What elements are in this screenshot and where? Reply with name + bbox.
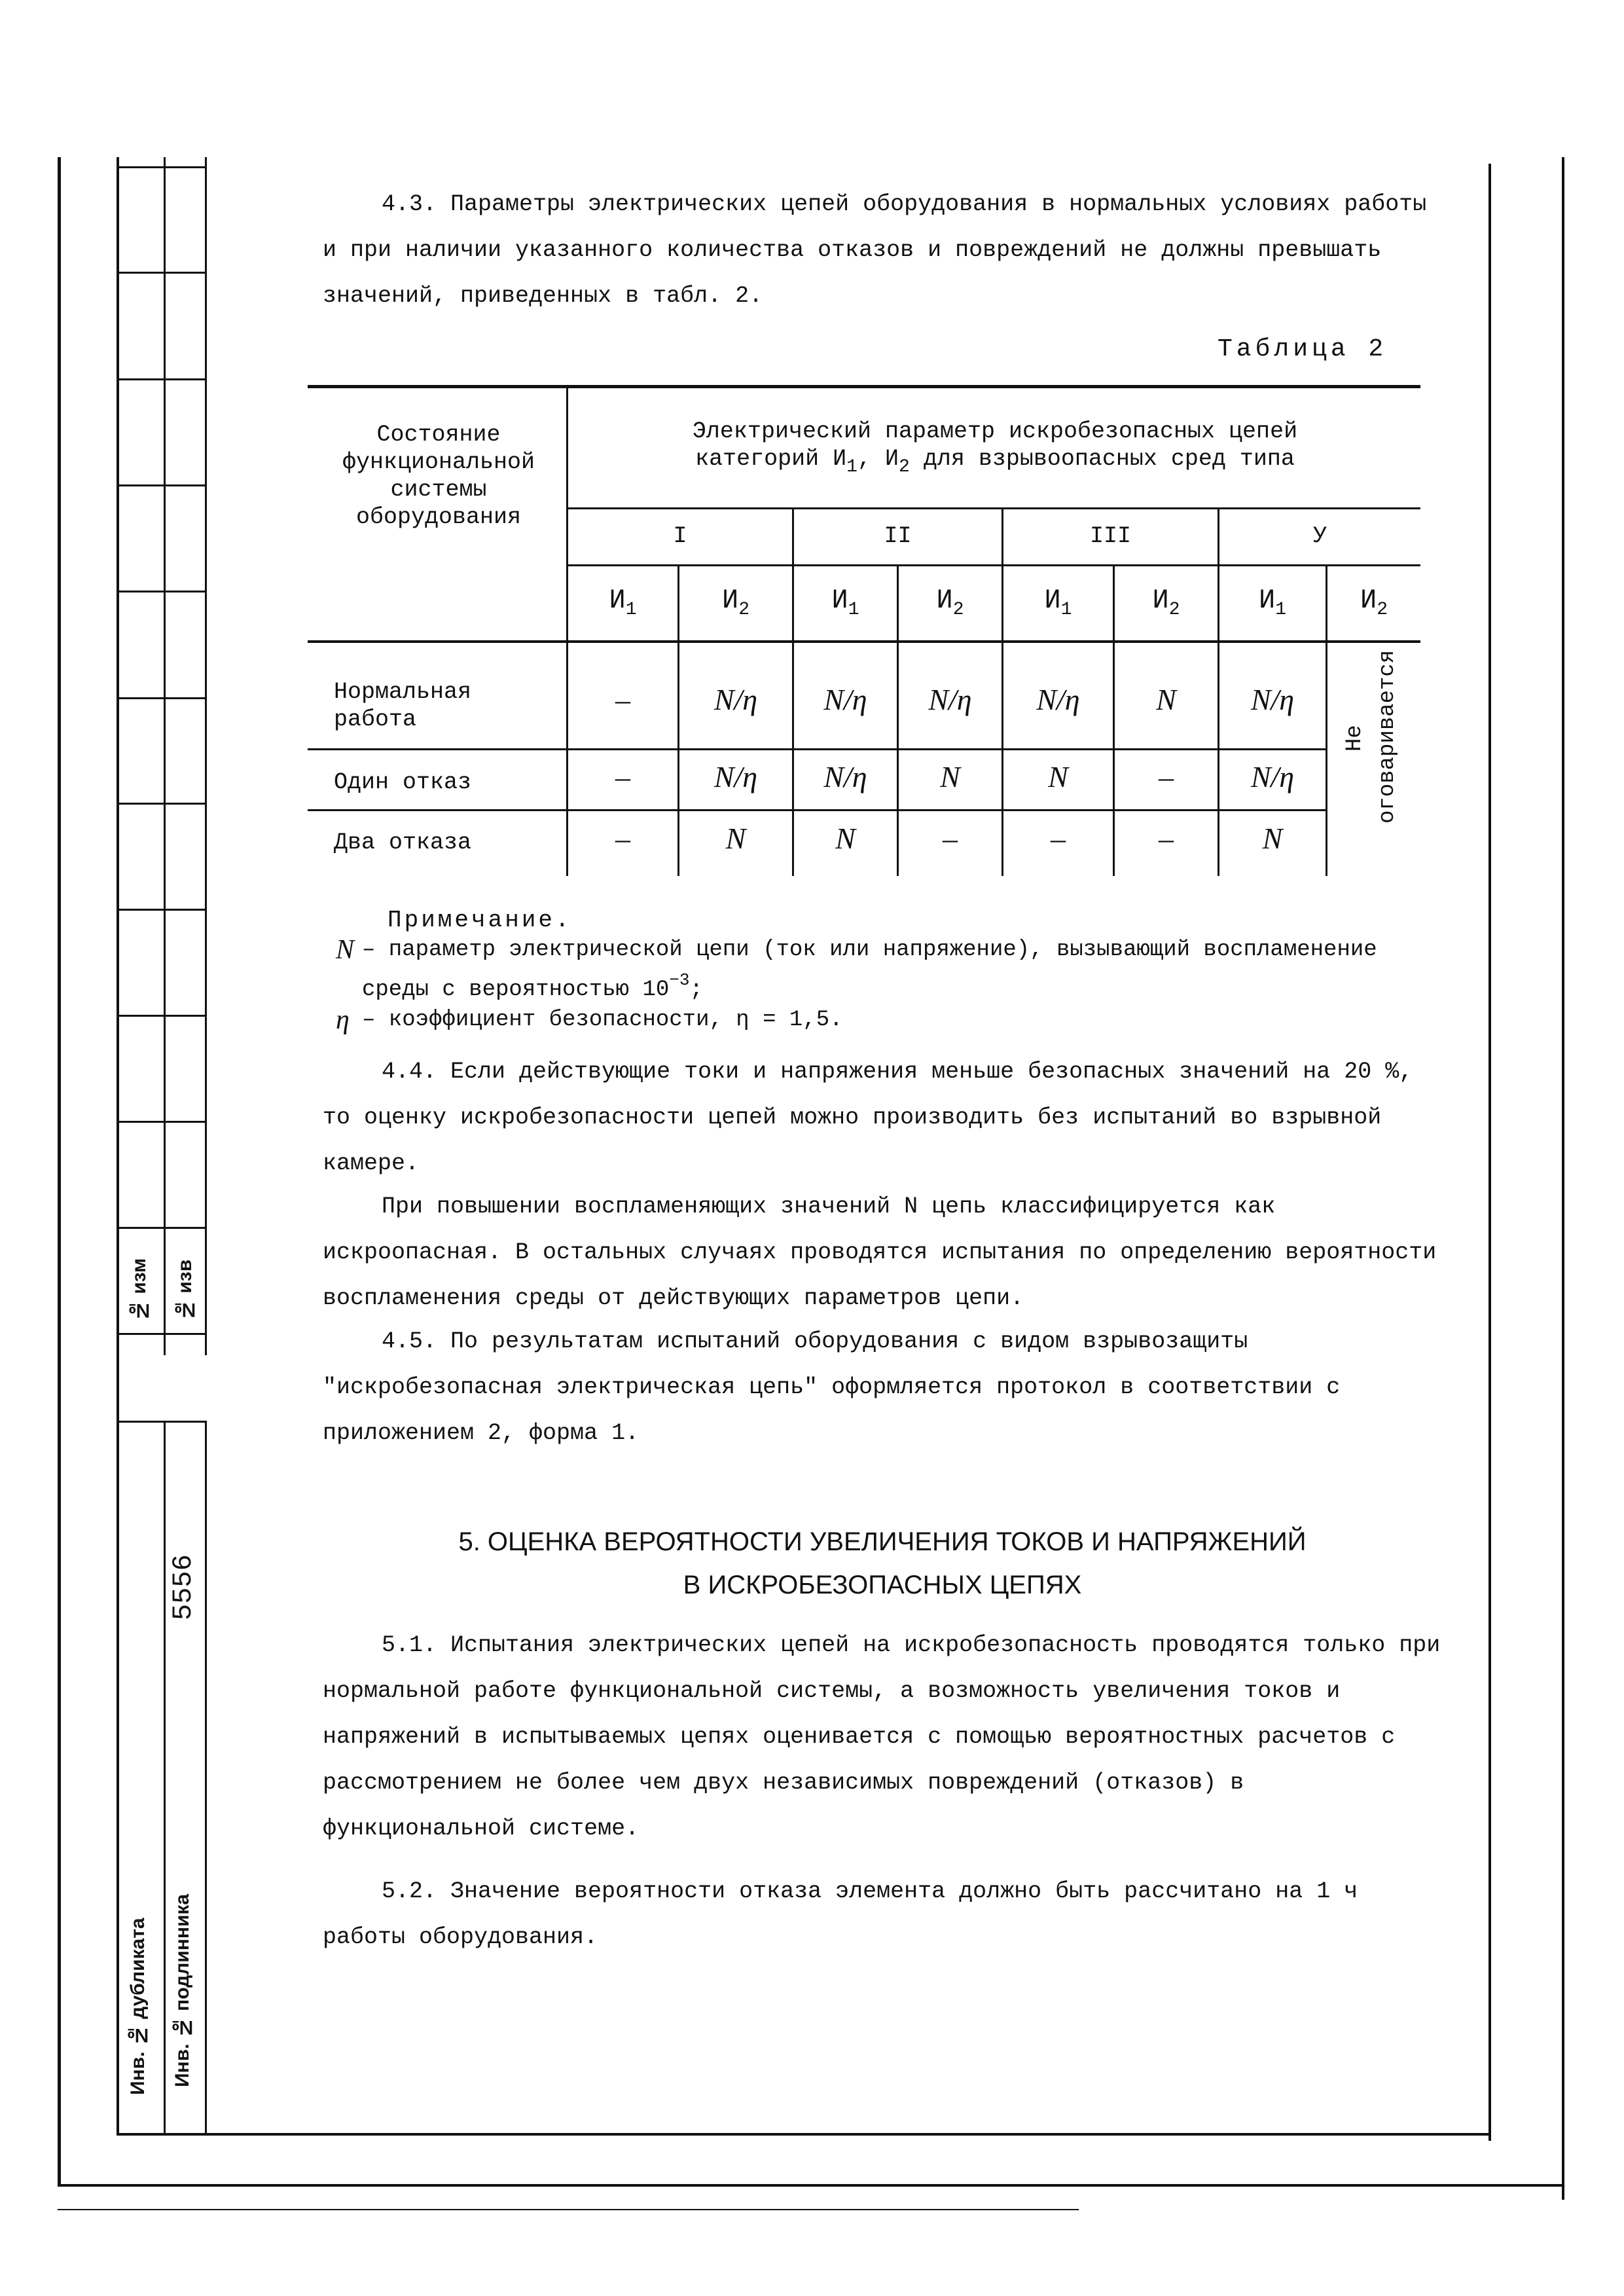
margin-rule — [117, 272, 207, 274]
frame-col-2 — [164, 157, 166, 1355]
note-eta-text: – коэффициент безопасности, η = 1,5. — [362, 1008, 843, 1032]
table-cell: N — [1048, 760, 1068, 793]
table-row-rule — [308, 748, 1326, 750]
sub: 1 — [848, 600, 859, 620]
section-5-2 — [323, 1868, 1442, 1960]
frame-left-inner — [117, 157, 119, 2134]
table-cell: N — [725, 822, 746, 855]
margin-rule — [117, 1421, 207, 1423]
table-cell: – — [1159, 822, 1174, 855]
section-4-3-text: 4.3. Параметры электрических цепей оборудования в нормальных условиях работы и при наличии указанного количества отказов и повреждений не должны превышать значений, приведенных в табл. 2. — [323, 191, 1427, 309]
margin-number: 5556 — [168, 1554, 199, 1621]
sub: 1 — [846, 457, 857, 477]
frame-col-3b — [205, 1421, 207, 2134]
table-cell: – — [1159, 760, 1174, 793]
table-cell: N/η — [1250, 683, 1295, 716]
table-cell: N/η — [1036, 683, 1080, 716]
cat-letter: И — [936, 585, 953, 616]
row-label-one-failure: Один отказ — [334, 769, 472, 795]
margin-rule — [117, 909, 207, 911]
table-cell: N/η — [823, 760, 867, 793]
cat-header — [1115, 587, 1218, 624]
margin-rule — [117, 1227, 207, 1229]
table-cell: N/η — [713, 760, 758, 793]
table-cell: – — [1051, 822, 1066, 855]
param-header-b: категорий И — [695, 446, 847, 472]
sub: 2 — [738, 600, 750, 620]
table-cell: N — [835, 822, 856, 855]
cat-letter: И — [884, 446, 899, 472]
table-cell: – — [943, 822, 958, 855]
row-label-two-failures: Два отказа — [334, 829, 472, 856]
table-type-rule — [566, 507, 1420, 509]
table-2 — [308, 385, 1420, 876]
section-4-4-text: 4.4. Если действующие токи и напряжения меньше безопасных значений на 20 %, то оценку искробезопасности цепей можно производить без испытаний во взрывной камере. — [323, 1059, 1413, 1176]
sub: 2 — [1168, 600, 1180, 620]
margin-rule — [117, 591, 207, 592]
section-4-4b-text: При повышении воспламеняющих значений N цепь классифицируется как искроопасная. В остальных случаях проводятся испытания по определению вероятности воспламенения среды от действующих параметров цепи. — [323, 1194, 1437, 1311]
table-cell: – — [615, 822, 630, 855]
sub: 2 — [898, 457, 910, 477]
cat-header — [568, 587, 677, 624]
table-top-rule — [308, 385, 1420, 388]
table-cell: – — [615, 760, 630, 793]
section-5-heading-line1: 5. ОЦЕНКА ВЕРОЯТНОСТИ УВЕЛИЧЕНИЯ ТОКОВ И НАПРЯЖЕНИЙ — [458, 1527, 1307, 1556]
row-label-normal: Нормальная работа — [334, 679, 472, 733]
type-I: I — [673, 523, 687, 549]
cat-letter: И — [609, 585, 626, 616]
table-col-rule — [566, 385, 568, 876]
table-cell: N — [940, 760, 960, 793]
margin-label-podlinnika: Инв. № подлинника — [171, 1893, 193, 2087]
table-cell: N/η — [823, 683, 867, 716]
cat-header — [794, 587, 897, 624]
note-n-text: – параметр электрической цепи (ток или напряжение), вызывающий воспламенение среды с вероятностью 10 — [362, 938, 1377, 1002]
frame-bottom-outer — [58, 2184, 1563, 2187]
frame-bottom — [117, 2133, 1491, 2136]
table-row-rule — [308, 809, 1326, 811]
cat-header — [1003, 587, 1113, 624]
margin-label-izv: № изв — [174, 1259, 196, 1321]
cat-header — [679, 587, 792, 624]
sub: 1 — [1275, 600, 1287, 620]
sub: 1 — [625, 600, 637, 620]
section-5-2-text: 5.2. Значение вероятности отказа элемента должно быть рассчитано на 1 ч работы оборудования. — [323, 1878, 1358, 1950]
section-4-4b — [323, 1184, 1442, 1321]
type-U: У — [1312, 523, 1327, 549]
note-n-symbol: N — [336, 935, 355, 965]
table-cell: – — [615, 683, 630, 716]
table-header-rule — [308, 640, 1420, 643]
table-cell: N/η — [928, 683, 972, 716]
margin-rule — [117, 803, 207, 805]
sub: 1 — [1060, 600, 1072, 620]
margin-rule — [117, 1333, 207, 1335]
table-caption: Таблица 2 — [1218, 335, 1388, 363]
type-II: II — [884, 523, 912, 549]
cat-header — [1219, 587, 1326, 624]
frame-right-edge — [1562, 157, 1564, 2200]
note-n: N – параметр электрической цепи (ток или напряжение), вызывающий воспламенение среды с вероятностью $10^{-3}$; η – коэффициент безопасности, η = 1,5. — [336, 935, 1377, 1035]
cat-letter: И — [1044, 585, 1061, 616]
section-4-3 — [323, 181, 1442, 319]
cat-header — [1327, 587, 1420, 624]
section-5-heading — [323, 1520, 1442, 1607]
margin-rule — [117, 484, 207, 486]
margin-rule — [117, 697, 207, 699]
table-cell: N — [1156, 683, 1176, 716]
cat-letter: И — [1152, 585, 1169, 616]
cat-letter: И — [1360, 585, 1377, 616]
cat-letter: И — [831, 585, 848, 616]
frame-footer-line — [58, 2209, 1079, 2210]
note-n-exp: −3 — [669, 970, 690, 990]
sub: 2 — [952, 600, 964, 620]
note-title: Примечание. — [388, 907, 572, 934]
cat-header — [899, 587, 1001, 624]
margin-rule — [117, 166, 207, 168]
frame-col-3 — [205, 157, 207, 1355]
sub: 2 — [1377, 600, 1388, 620]
param-header-a: Электрический параметр искробезопасных цепей — [692, 418, 1298, 445]
section-5-1 — [323, 1622, 1442, 1851]
not-specified: Не оговаривается — [1343, 649, 1400, 824]
param-header-c: для взрывоопасных сред типа — [923, 446, 1295, 472]
section-4-5 — [323, 1319, 1442, 1456]
note-eta-symbol: η — [336, 1005, 350, 1035]
margin-label-dublikata: Инв. № дубликата — [127, 1918, 149, 2096]
margin-rule — [117, 378, 207, 380]
margin-label-izm: № изм — [128, 1258, 150, 1322]
section-5-1-text: 5.1. Испытания электрических цепей на искробезопасность проводятся только при нормальной работе функциональной системы, а возможность увеличения токов и напряжений в испытываемых цепях оценивается с помощью вероятностных расчетов с рассмотрением не более чем двух независимых повреждений (отказов) в функциональной системе. — [323, 1632, 1441, 1842]
table-cell: N — [1262, 822, 1283, 855]
frame-right — [1489, 164, 1491, 2141]
cat-letter: И — [1258, 585, 1276, 616]
table-cat-rule — [566, 564, 1420, 566]
table-cell: N/η — [713, 683, 758, 716]
section-4-4 — [323, 1049, 1442, 1186]
type-III: III — [1089, 523, 1131, 549]
cat-letter: И — [721, 585, 739, 616]
frame-left-outer — [58, 157, 61, 2187]
margin-rule — [117, 1015, 207, 1017]
state-header: Состояние функциональной системы оборудования — [342, 422, 535, 530]
frame-col-2b — [164, 1421, 166, 2134]
param-header: Электрический параметр искробезопасных цепей категорий $И_1$, $И_2$ для взрывоопасных сред типа — [692, 418, 1298, 477]
section-4-5-text: 4.5. По результатам испытаний оборудования с видом взрывозащиты "искробезопасная электрическая цепь" оформляется протокол в соответствии с приложением 2, форма 1. — [323, 1328, 1341, 1446]
margin-rule — [117, 1121, 207, 1123]
section-5-heading-line2: В ИСКРОБЕЗОПАСНЫХ ЦЕПЯХ — [683, 1571, 1082, 1599]
table-cell: N/η — [1250, 760, 1295, 793]
